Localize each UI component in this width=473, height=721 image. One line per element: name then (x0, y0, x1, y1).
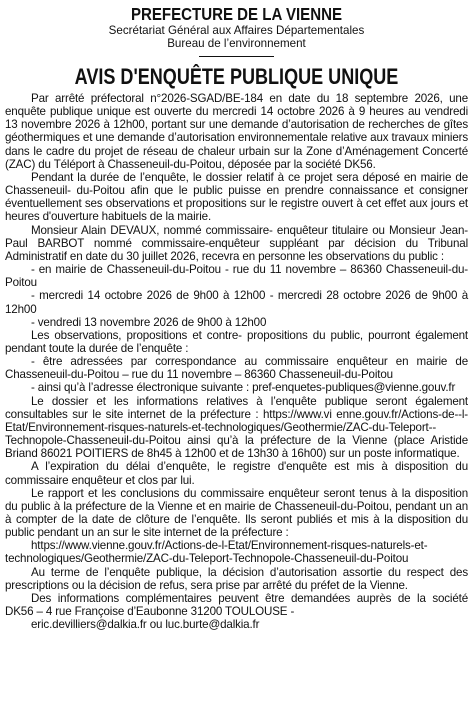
paragraph-contact: Des informations complémentaires peuvent être demandées auprès de la société DK56 – 4 rue Françoise d’Eaubonne 31200 TOULOUSE - (5, 591, 468, 619)
notice-body (5, 92, 468, 631)
department-subtitle: Secrétariat Général aux Affaires Départementales (108, 24, 365, 37)
paragraph-contact-emails[interactable]: eric.devilliers@dalkia.fr ou luc.burte@dalkia.fr (31, 618, 260, 632)
paragraph-report-url[interactable]: https://www.vienne.gouv.fr/Actions-de-l-Etat/Environnement-risques-naturels-et-technologiques/Geothermie/ZAC-du-Teleport-Technopole-Chasseneuil-du-Poitou (5, 539, 428, 566)
paragraph-decision: Au terme de l’enquête publique, la décision d’autorisation assortie du respect des prescriptions ou la décision de refus, sera prise par arrêté du préfet de la Vienne. (5, 565, 468, 592)
paragraph-decree: Par arrêté préfectoral n°2026-SGAD/BE-184 en date du 18 septembre 2026, une enquête publique unique est ouverte du mercredi 14 octobre 2026 à 9 heures au vendredi 13 novembre 2026 à 12h00, portant sur une demande d’autorisation de recherches de gîtes géothermiques et une demande d’autorisation environnementale relative aux travaux miniers dans le cadre du projet de réseau de chaleur urbain sur la Zone d’Aménagement Concerté (ZAC) du Téléport à Chasseneuil-du-Poitou, déposée par la société DK56. (5, 92, 468, 171)
bureau-subtitle: Bureau de l’environnement (167, 37, 306, 50)
separator-rule (199, 56, 274, 57)
paragraph-website-consultation: Le dossier et les informations relatives à l’enquête publique seront également consultables sur le site internet de la préfecture : https://www.vi enne.gouv.fr/Actions-de--l-Etat/Environnement-risques-naturels-et-technologiques/Geothermie/ZAC-du-Teleport--Technopole-Chasseneuil-du-Poitou ainsi qu’à la préfecture de la Vienne (place Aristide Briand 86021 POITIERS de 8h45 à 12h00 et de 13h30 à 16h00) sur un poste informatique. (5, 394, 468, 461)
paragraph-email: - ainsi qu’à l’adresse électronique suivante : pref-enquetes-publiques@vienne.gouv.fr (31, 381, 456, 395)
paragraph-register-closure: A l’expiration du délai d’enquête, le registre d'enquête est mis à disposition du commissaire enquêteur et clos par lui. (5, 460, 468, 487)
notice-heading: AVIS D'ENQUÊTE PUBLIQUE UNIQUE (74, 64, 399, 89)
paragraph-town-hall-address: - en mairie de Chasseneuil-du-Poitou - rue du 11 novembre – 86360 Chasseneuil-du-Poitou (5, 263, 468, 290)
paragraph-file-deposit: Pendant la durée de l’enquête, le dossier relatif à ce projet sera déposé en mairie de Chasseneuil- du-Poitou afin que le public puisse en prendre connaissance et consigner éventuellement ses observations et propositions sur le registre ouvert à cet effet aux jours et heures d'ouverture habituels de la mairie. (5, 170, 468, 224)
paragraph-observations: Les observations, propositions et contre- propositions du public, pourront également pendant toute la durée de l’enquête : (5, 328, 468, 355)
paragraph-commissioner: Monsieur Alain DEVAUX, nommé commissaire- enquêteur titulaire ou Monsieur Jean-Paul BARBOT nommé commissaire-enquêteur suppléant par décision du Tribunal Administratif en date du 30 juillet 2026, recevra en personne les observations du public : (5, 223, 468, 263)
paragraph-correspondence: - être adressées par correspondance au commissaire enquêteur en mairie de Chasseneuil-du-Poitou – rue du 11 novembre – 86360 Chasseneuil-du-Poitou (5, 355, 468, 382)
paragraph-report-availability: Le rapport et les conclusions du commissaire enquêteur seront tenus à la disposition du public à la préfecture de la Vienne et en mairie de Chasseneuil-du-Poitou, pendant un an à compter de la date de clôture de l’enquête. Ils seront publiés et mis à la disposition du public pendant un an sur le site internet de la préfecture : (5, 486, 468, 540)
paragraph-dates-october: - mercredi 14 octobre 2026 de 9h00 à 12h00 - mercredi 28 octobre 2026 de 9h00 à 12h00 (5, 289, 468, 316)
prefecture-title: PREFECTURE DE LA VIENNE (130, 4, 342, 24)
paragraph-date-november: - vendredi 13 novembre 2026 de 9h00 à 12h00 (31, 315, 267, 329)
